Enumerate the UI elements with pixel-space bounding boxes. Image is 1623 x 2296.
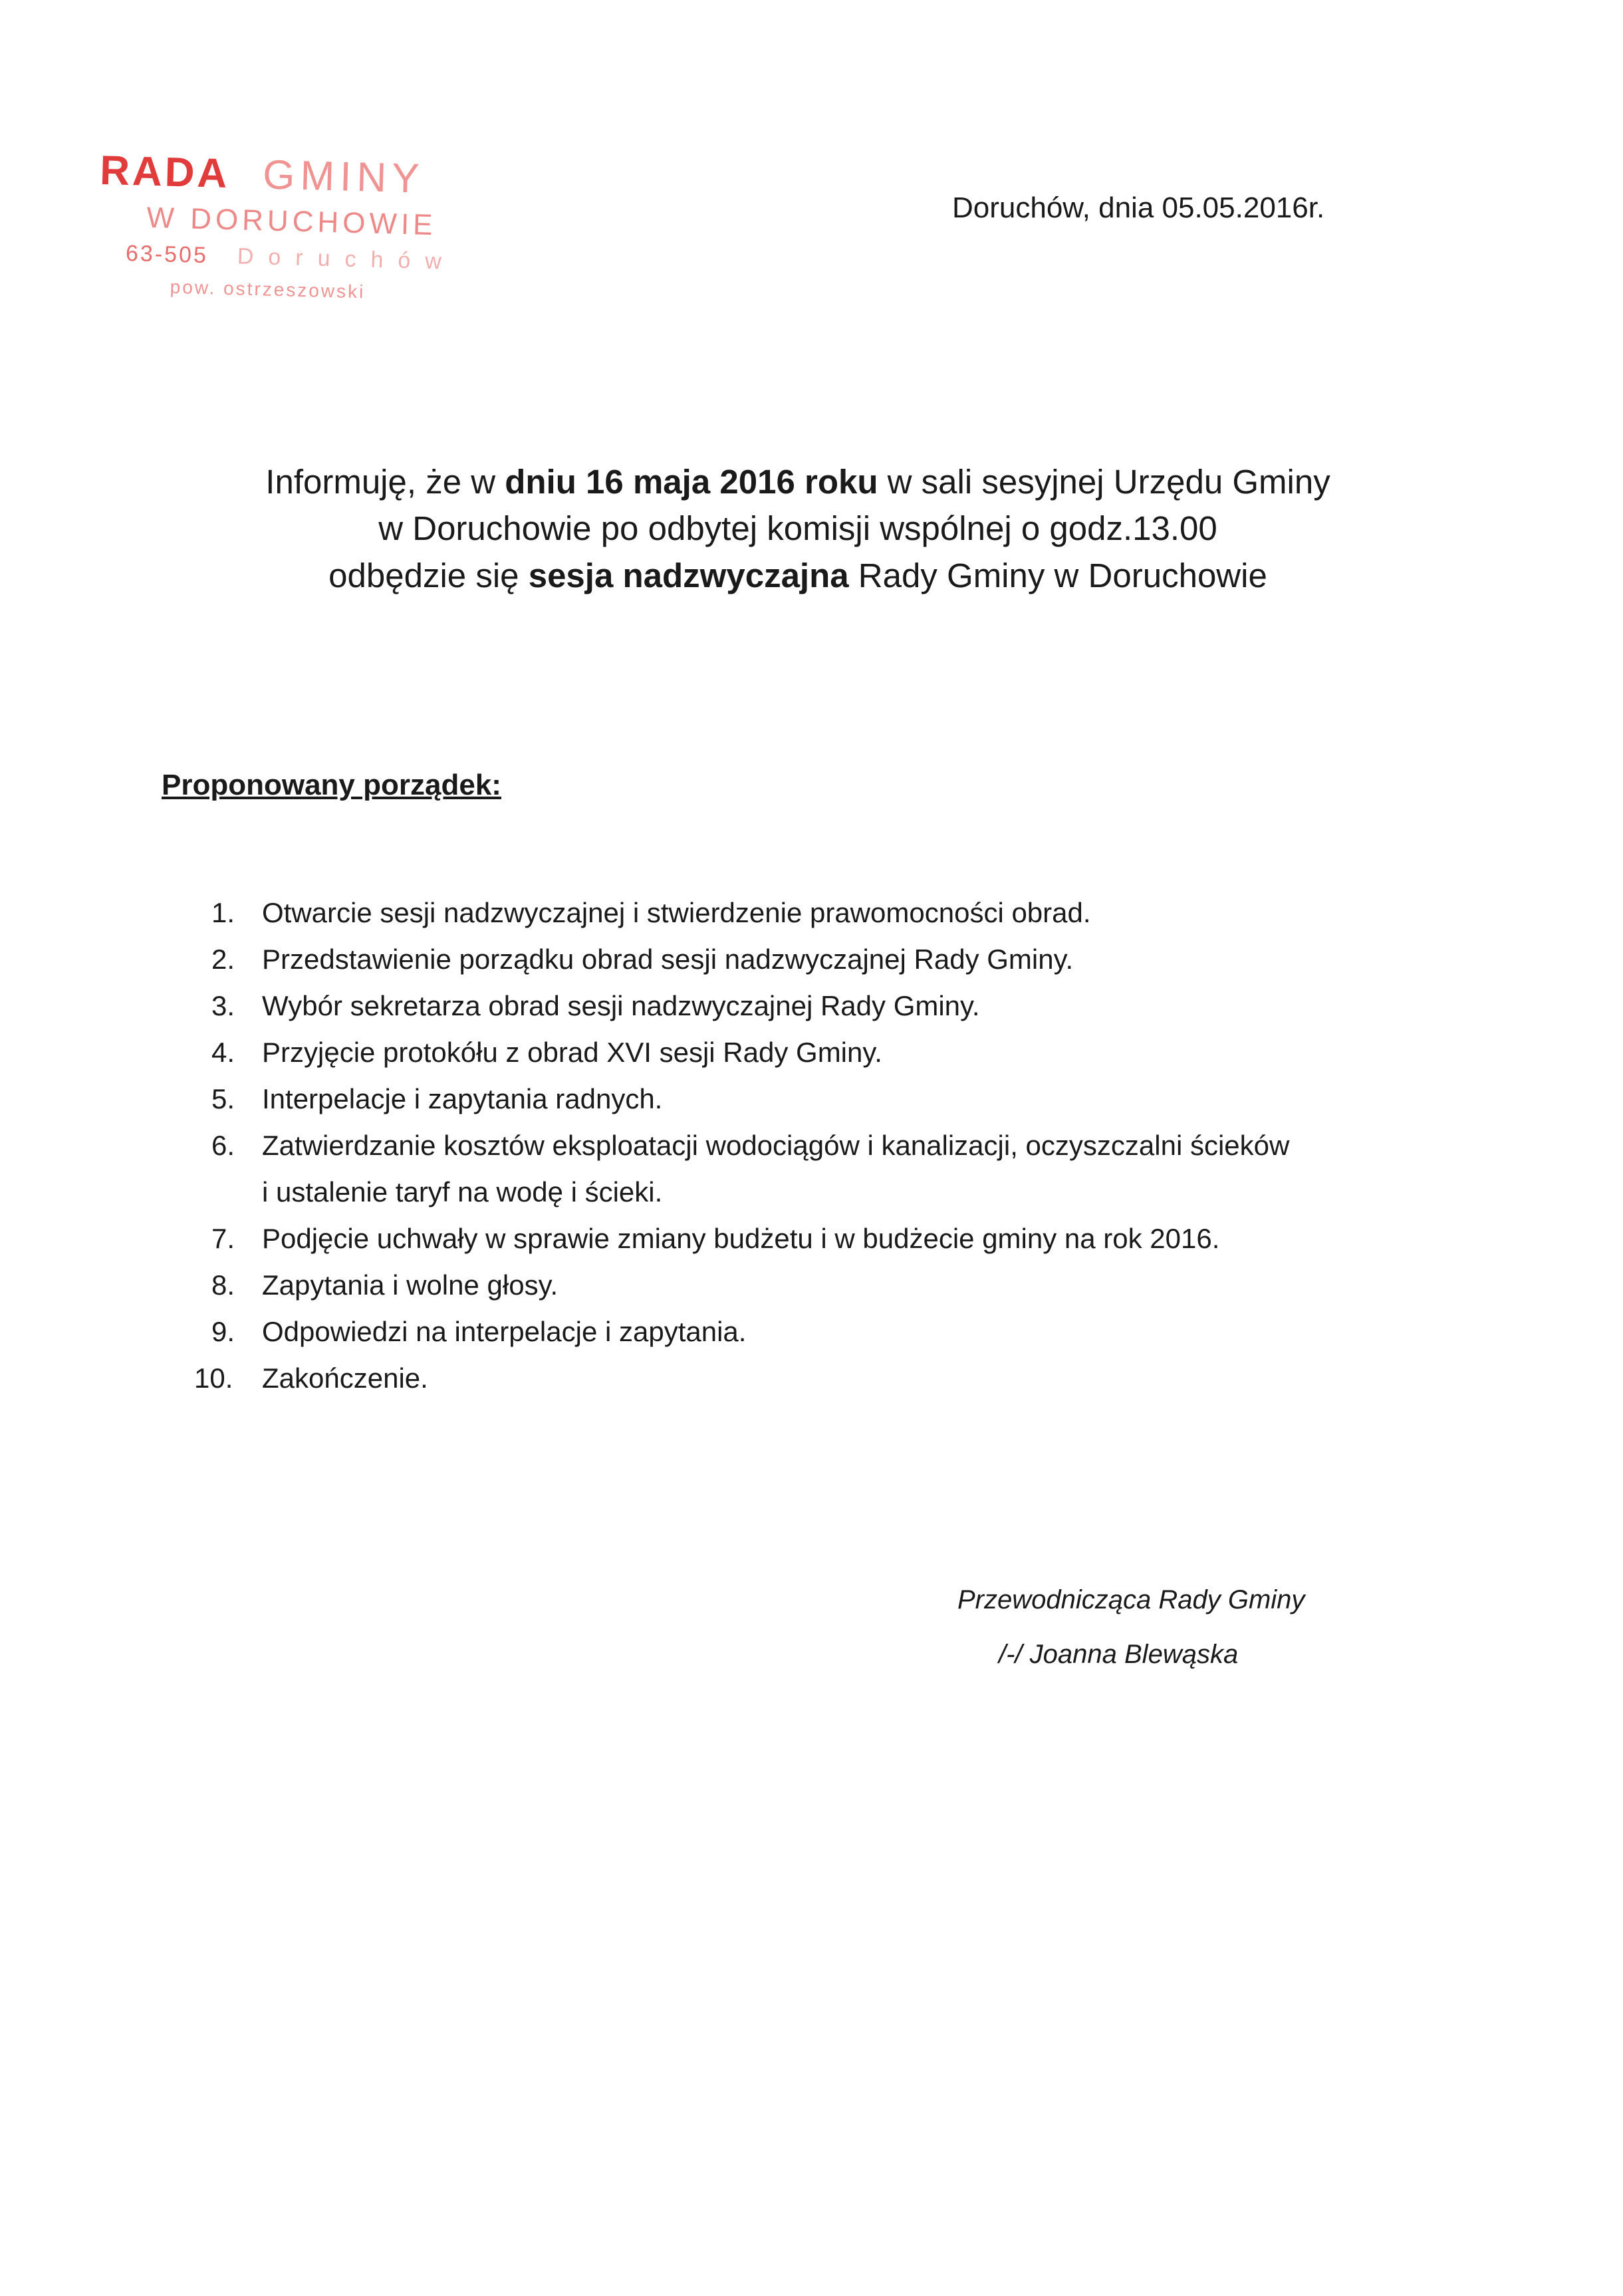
agenda-item — [194, 1355, 1475, 1402]
agenda-title: Proponowany porządek: — [162, 769, 501, 801]
agenda-text: Wybór sekretarza obrad sesji nadzwyczajnej Rady Gminy. — [262, 990, 980, 1021]
agenda-text: Przedstawienie porządku obrad sesji nadzwyczajnej Rady Gminy. — [262, 944, 1074, 975]
agenda-item — [211, 1215, 1475, 1262]
agenda-number: 3. — [211, 990, 235, 1021]
agenda-number: 1. — [211, 897, 235, 928]
agenda-item — [211, 1076, 1475, 1122]
agenda-item — [211, 1029, 1475, 1076]
intro-date-bold: dniu 16 maja 2016 roku — [505, 463, 878, 501]
agenda-number: 4. — [211, 1037, 235, 1068]
agenda-item — [211, 1122, 1475, 1215]
stamp-postal-code: 63-505 — [125, 240, 209, 269]
agenda-item — [211, 1309, 1475, 1355]
stamp-rada: RADA — [99, 147, 231, 197]
intro-text: odbędzie się — [328, 556, 529, 594]
intro-paragraph — [146, 459, 1449, 599]
intro-text: Informuję, że w — [265, 463, 505, 501]
agenda-text: Zapytania i wolne głosy. — [262, 1269, 559, 1301]
agenda-text: Przyjęcie protokółu z obrad XVI sesji Rady Gminy. — [262, 1037, 882, 1068]
agenda-number: 6. — [211, 1130, 235, 1161]
agenda-text: Otwarcie sesji nadzwyczajnej i stwierdzenie prawomocności obrad. — [262, 897, 1091, 928]
agenda-text: Odpowiedzi na interpelacje i zapytania. — [262, 1316, 747, 1347]
document-date: Doruchów, dnia 05.05.2016r. — [952, 191, 1325, 224]
signature-name: /-/ Joanna Blewąska — [999, 1640, 1239, 1669]
stamp-line-4: pow. ostrzeszowski — [170, 276, 366, 303]
stamp-line-3 — [126, 241, 457, 275]
agenda-number: 9. — [211, 1316, 235, 1347]
stamp-line-1 — [99, 147, 425, 203]
agenda-item — [211, 1262, 1475, 1309]
stamp-gminy: GMINY — [262, 152, 426, 202]
agenda-text: Zakończenie. — [262, 1362, 428, 1394]
signature-block — [957, 1587, 1305, 1668]
intro-line-1 — [146, 459, 1449, 505]
agenda-number: 7. — [211, 1223, 235, 1254]
intro-text: w sali sesyjnej Urzędu Gminy — [878, 463, 1330, 501]
intro-text: Rady Gminy w Doruchowie — [848, 556, 1267, 594]
intro-line-2: w Doruchowie po odbytej komisji wspólnej o godz.13.00 — [378, 509, 1217, 548]
stamp-line-2: W DORUCHOWIE — [146, 201, 437, 242]
agenda-text: Zatwierdzanie kosztów eksploatacji wodociągów i kanalizacji, oczyszczalni ścieków — [262, 1130, 1290, 1161]
agenda-number: 5. — [211, 1083, 235, 1114]
agenda-text: Interpelacje i zapytania radnych. — [262, 1083, 663, 1114]
agenda-number: 10. — [194, 1362, 233, 1394]
agenda-list — [194, 890, 1475, 1402]
official-stamp — [91, 147, 467, 317]
agenda-item — [211, 936, 1475, 983]
agenda-text: Podjęcie uchwały w sprawie zmiany budżetu i w budżecie gminy na rok 2016. — [262, 1223, 1220, 1254]
stamp-place: Doruchów — [237, 243, 457, 275]
agenda-item — [211, 983, 1475, 1029]
signature-title: Przewodnicząca Rady Gminy — [957, 1585, 1305, 1614]
intro-session-bold: sesja nadzwyczajna — [528, 556, 849, 594]
agenda-number: 2. — [211, 944, 235, 975]
agenda-text-continued: i ustalenie taryf na wodę i ścieki. — [262, 1176, 663, 1208]
intro-line-3 — [146, 553, 1449, 599]
agenda-number: 8. — [211, 1269, 235, 1301]
agenda-item — [211, 890, 1475, 936]
